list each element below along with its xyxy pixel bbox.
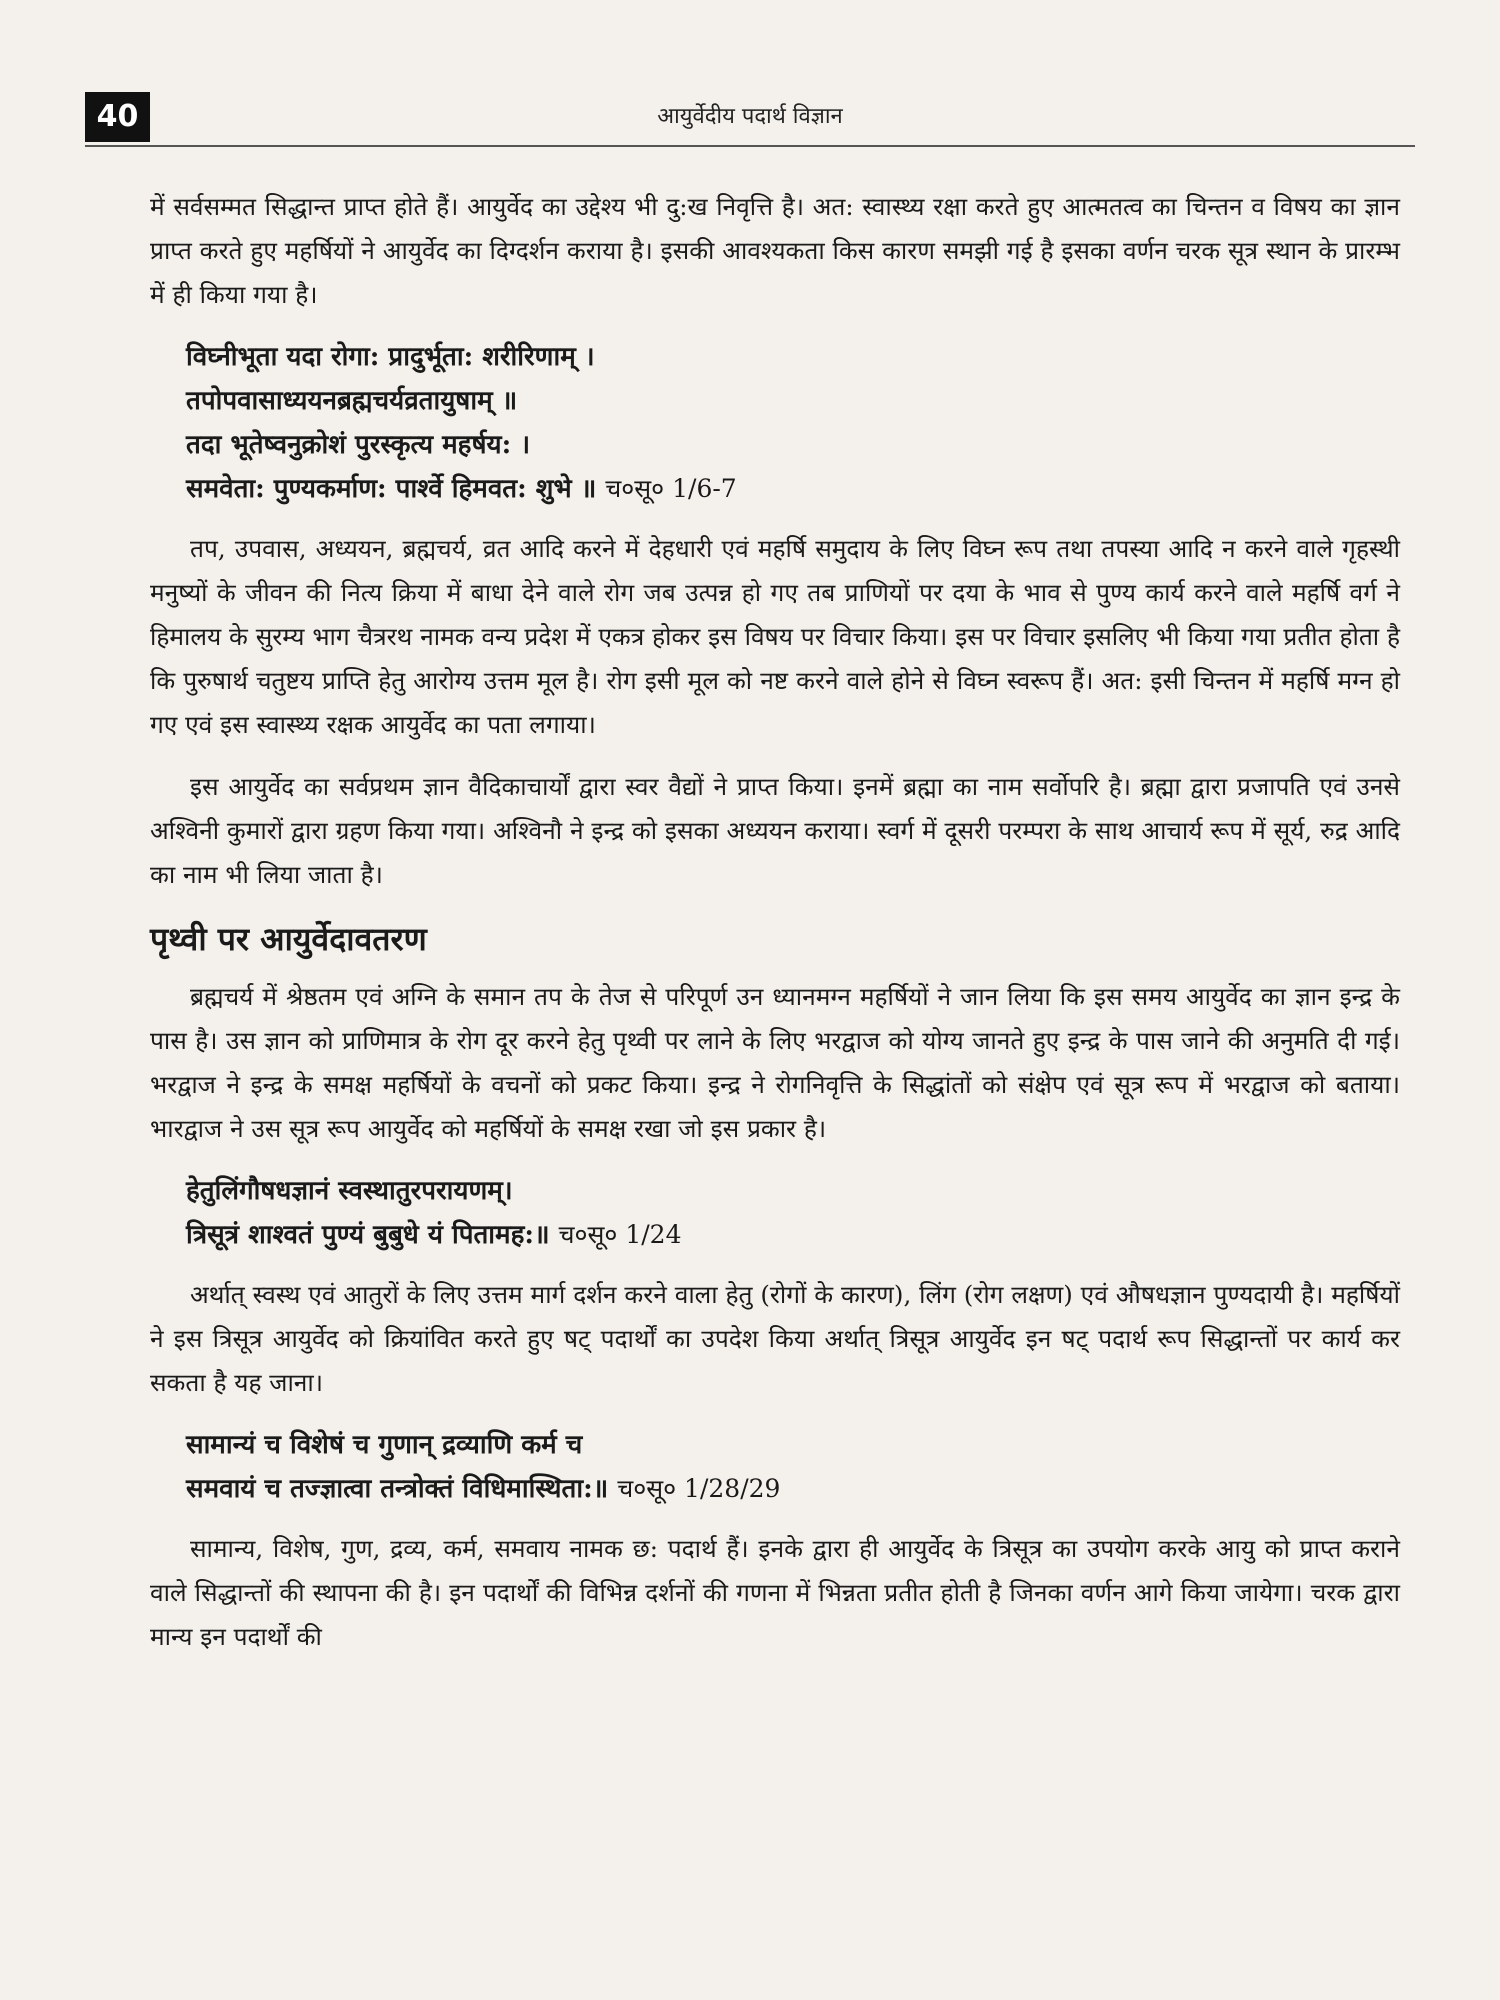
verse-line: त्रिसूत्रं शाश्वतं पुण्यं बुबुधे यं पितामह:॥ [186,1220,550,1250]
verse-line: समवेता: पुण्यकर्माण: पार्श्वे हिमवत: शुभे ॥ [186,474,597,504]
verse-reference: च०सू० 1/6-7 [605,474,737,503]
verse-line: तदा भूतेष्वनुक्रोशं पुरस्कृत्य महर्षय: । [186,430,531,460]
paragraph-4: ब्रह्मचर्य में श्रेष्ठतम एवं अग्नि के समान तप के तेज से परिपूर्ण उन ध्यानमग्न महर्षियों ने जान लिया कि इस समय आयुर्वेद का ज्ञान इन्द्र के पास है। उस ज्ञान को प्राणिमात्र के रोग दूर करने हेतु पृथ्वी पर लाने के लिए भरद्वाज को योग्य जानते हुए इन्द्र के पास जाने की अनुमति दी गई। भरद्वाज ने इन्द्र के समक्ष महर्षियों के वचनों को प्रकट किया। इन्द्र ने रोगनिवृत्ति के सिद्धांतों को संक्षेप एवं सूत्र रूप में भरद्वाज को बताया। भारद्वाज ने उस सूत्र रूप आयुर्वेद को महर्षियों के समक्ष रखा जो इस प्रकार है। [150,982,1400,1143]
paragraph-3: इस आयुर्वेद का सर्वप्रथम ज्ञान वैदिकाचार्यों द्वारा स्वर वैद्यों ने प्राप्त किया। इनमें ब्रह्मा का नाम सर्वोपरि है। ब्रह्मा द्वारा प्रजापति एवं उनसे अश्विनी कुमारों द्वारा ग्रहण किया गया। अश्विनौ ने इन्द्र को इसका अध्ययन कराया। स्वर्ग में दूसरी परम्परा के साथ आचार्य रूप में सूर्य, रुद्र आदि का नाम भी लिया जाता है। [150,772,1400,889]
header-rule [85,145,1415,147]
verse-block-2 [186,1169,1400,1257]
verse-line-with-ref [186,467,1400,511]
page-number: 40 [85,92,150,142]
paragraph-6: सामान्य, विशेष, गुण, द्रव्य, कर्म, समवाय नामक छ: पदार्थ हैं। इनके द्वारा ही आयुर्वेद के त्रिसूत्र का उपयोग करके आयु को प्राप्त कराने वाले सिद्धान्तों की स्थापना की है। इन पदार्थों की विभिन्न दर्शनों की गणना में भिन्नता प्रतीत होती है जिनका वर्णन आगे किया जायेगा। चरक द्वारा मान्य इन पदार्थों की [150,1534,1400,1651]
paragraph-1: में सर्वसम्मत सिद्धान्त प्राप्त होते हैं। आयुर्वेद का उद्देश्य भी दु:ख निवृत्ति है। अत: स्वास्थ्य रक्षा करते हुए आत्मतत्व का चिन्तन व विषय का ज्ञान प्राप्त करते हुए महर्षियों ने आयुर्वेद का दिग्दर्शन कराया है। इसकी आवश्यकता किस कारण समझी गई है इसका वर्णन चरक सूत्र स्थान के प्रारम्भ में ही किया गया है। [150,192,1400,309]
paragraph-5: अर्थात् स्वस्थ एवं आतुरों के लिए उत्तम मार्ग दर्शन करने वाला हेतु (रोगों के कारण), लिंग (रोग लक्षण) एवं औषधज्ञान पुण्यदायी है। महर्षियों ने इस त्रिसूत्र आयुर्वेद को क्रियांवित करते हुए षट् पदार्थों का उपदेश किया अर्थात् त्रिसूत्र आयुर्वेद इन षट् पदार्थ रूप सिद्धान्तों पर कार्य कर सकता है यह जाना। [150,1280,1400,1397]
verse-block-3 [186,1423,1400,1511]
verse-line: समवायं च तज्ज्ञात्वा तन्त्रोक्तं विधिमास्थिता:॥ [186,1474,609,1504]
running-title: आयुर्वेदीय पदार्थ विज्ञान [657,104,843,129]
verse-line: विघ्नीभूता यदा रोगा: प्रादुर्भूता: शरीरिणाम् । [186,342,595,372]
page-header [85,92,1415,142]
page-body [150,185,1400,1677]
verse-line-with-ref [186,1213,1400,1257]
verse-block-1 [186,335,1400,511]
verse-reference: च०सू० 1/24 [558,1220,682,1249]
verse-line-with-ref [186,1467,1400,1511]
verse-reference: च०सू० 1/28/29 [617,1474,781,1503]
section-heading: पृथ्वी पर आयुर्वेदावतरण [150,920,427,958]
verse-line: तपोपवासाध्ययनब्रह्मचर्यव्रतायुषाम् ॥ [186,386,518,416]
paragraph-2: तप, उपवास, अध्ययन, ब्रह्मचर्य, व्रत आदि करने में देहधारी एवं महर्षि समुदाय के लिए विघ्न रूप तथा तपस्या आदि न करने वाले गृहस्थी मनुष्यों के जीवन की नित्य क्रिया में बाधा देने वाले रोग जब उत्पन्न हो गए तब प्राणियों पर दया के भाव से पुण्य कार्य करने वाले महर्षि वर्ग ने हिमालय के सुरम्य भाग चैत्ररथ नामक वन्य प्रदेश में एकत्र होकर इस विषय पर विचार किया। इस पर विचार इसलिए भी किया गया प्रतीत होता है कि पुरुषार्थ चतुष्टय प्राप्ति हेतु आरोग्य उत्तम मूल है। रोग इसी मूल को नष्ट करने वाले होने से विघ्न स्वरूप हैं। अत: इसी चिन्तन में महर्षि मग्न हो गए एवं इस स्वास्थ्य रक्षक आयुर्वेद का पता लगाया। [150,534,1400,739]
verse-line: हेतुलिंगौषधज्ञानं स्वस्थातुरपरायणम्। [186,1176,513,1206]
verse-line: सामान्यं च विशेषं च गुणान् द्रव्याणि कर्म च [186,1430,583,1460]
